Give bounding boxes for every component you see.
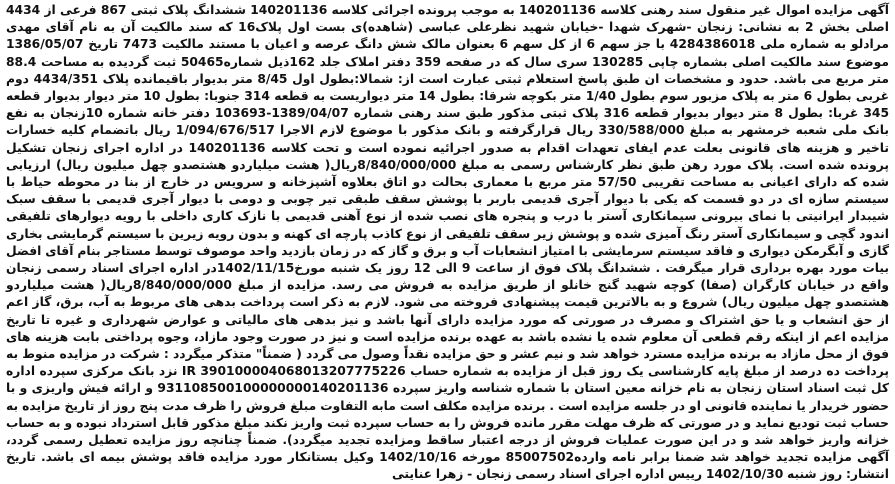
auction-notice-text: آگهی مزایده اموال غیر منقول سند رهنی کلاسه 140201136 به موجب پرونده اجرائی کلاسه 140201136 ششدانگ پلاک ثبتی 867 فرعی از 4434 اصلی بخش 2 به نشانی: زنجان -شهرک شهدا -خیابان شهید نظرعلی عباسی (شاهده)ی بست اول پلاک16 که سند مالکیت آن به نام آقای مهدی مرادلو به شماره ملی 4284386018 با جز سهم 6 از کل سهم 6 بعنوان مالک شش دانگ عرصه و اعیان با مستند مالکیت 7473 تاریخ 1386/05/07 موضوع سند مالکیت اصلی بشماره چاپی 130285 سری سال که در صفحه 359 دفتر املاک جلد 162ذیل شماره50465 ثبت گردیده به مساحت 88.4 متر مربع می باشد. حدود و مشخصات ان طبق پاسخ استعلام ثبتی عبارت است از: شمالا:بطول اول 8/45 متر بدیوار باقیمانده پلاک 4434/351 دوم غربی بطول 6 متر به پلاک مزبور سوم بطول 1/40 متر بکوچه شرقا: بطول 14 متر دیواریست به قطعه 314 جنوبا: بطول 10 متر دیوار بدیوار قطعه 345 غربا: بطول 8 متر دیوار بدیوار قطعه 316 پلاک ثبتی مذکور طبق سند رهنی شماره 1389/04/07-103693 دفتر خانه شماره 10زنجان به نفع بانک ملی شعبه خرمشهر به مبلغ 330/588/000 ریال قرارگرفته و بانک مذکور با موضوع لازم الاجرا 1/094/676/517 ریال باتضمام کلیه خسارات تاخیر و هزینه های قانونی بعلت عدم ایفای تعهدات اقدام به صدور اجرائیه نموده است و تحت کلاسه 140201136 در اداره اجرای زنجان تشکیل پرونده شده است. پلاک مورد رهن طبق نظر کارشناس رسمی به مبلغ 8/840/000/000ریال( هشت میلیاردو هشتصدو چهل میلیون ریال) ارزیابی شده که دارای اعیانی به مساحت تقریبی 57/50 متر مربع با معماری بحالت دو اتاق بعلاوه آشپزخانه و سرویس در خارج از بنا در محوطه حیاط با سیستم سازه ای در دو قسمت که یکی با دیوار آجری قدیمی باربر با پوشش سقف طبقی تیر چوبی و دومی با دیوار آجری قدیمی با سقف سبک شیبدار ایرانیتی با نمای بیرونی سیمانکاری آستر با درب و پنجره های نصب شده از نوع آهنی قدیمی با نازک کاری داخلی با رویه دیوارهای تلفیقی اندود گچی و سیمانکاری آستر رنگ آمیزی شده و پوشش زیر سقف تلفیقی از نوع کاذب پارچه ای کهنه و بدون رویه زیرین با سیستم گرمایشی بخاری گازی و آبگرمکن دیواری و فاقد سیستم سرمایشی با امتیاز انشعابات آب و برق و گاز که در زمان بازدید واحد موصوف توسط مستاجر بنام آقای افضل بیات مورد بهره برداری قرار میگرفت . ششدانگ پلاک فوق از ساعت 9 الی 12 روز یک شنبه مورخ1402/11/15در اداره اجرای اسناد رسمی زنجان واقع در خیابان کارگران (صفا) کوچه شهید گنج خانلو از طریق مزایده به فروش می رسد. مزایده از مبلغ 8/840/000/000ریال( هشت میلیاردو هشتصدو چهل میلیون ریال) شروع و به بالاترین قیمت پیشنهادی فروخته می شود. لازم به ذکر است پرداخت بدهی های مربوط به آب، برق، گاز اعم از حق انشعاب و یا حق اشتراک و مصرف در صورتی که مورد مزایده دارای آنها باشد و نیز بدهی های مالیاتی و عوارض شهرداری و غیره تا تاریخ مزایده اعم از اینکه رقم قطعی آن معلوم شده یا نشده باشد به عهده برنده مزایده است و نیز در صورت وجود مازاد، وجوه پرداختی بابت هزینه های فوق از محل مازاد به برنده مزایده مسترد خواهد شد و نیم عشر و حق مزایده نقداً وصول می گردد ( ضمناً" متذکر میگردد : شرکت در مزایده منوط به پرداخت ده درصد از مبلغ پایه کارشناسی یک روز قبل از مزایده به شماره حساب IR 390100004068013207775226 نزد بانک مرکزی سپرده اداره کل ثبت اسناد استان زنجان به نام خزانه معین استان با شماره شناسه واریز سپرده 931108500100000000140201136 و ارائه فیش واریزی و با حضور خریدار یا نماینده قانونی او در جلسه مزایده است . برنده مزایده مکلف است مابه التفاوت مبلغ فروش را ظرف مدت پنج روز از تاریخ مزایده به حساب ثبت تودیع نماید و در صورتی که ظرف مهلت مقرر مانده فروش را به حساب سپرده ثبت واریز نکند مبلغ مذکور قابل استرداد نبوده و به حساب خزانه واریز خواهد شد و در این صورت عملیات فروش از درجه اعتبار ساقط ومزایده تجدید میگردد). ضمناً چنانچه روز مزایده تعطیل رسمی گردد، آگهی مزایده تجدید خواهد شد ضمنا برابر نامه وارده85007502 مورخه 1402/10/16 وکیل بستانکار مورد مزایده فاقد پوشش بیمه ای باشد. تاریخ انتشار: روز شنبه 1402/10/30 رییس اداره اجرای اسناد رسمی زنجان - زهرا عنایتی xyxy=(6,3,890,482)
auction-notice xyxy=(6,2,890,482)
